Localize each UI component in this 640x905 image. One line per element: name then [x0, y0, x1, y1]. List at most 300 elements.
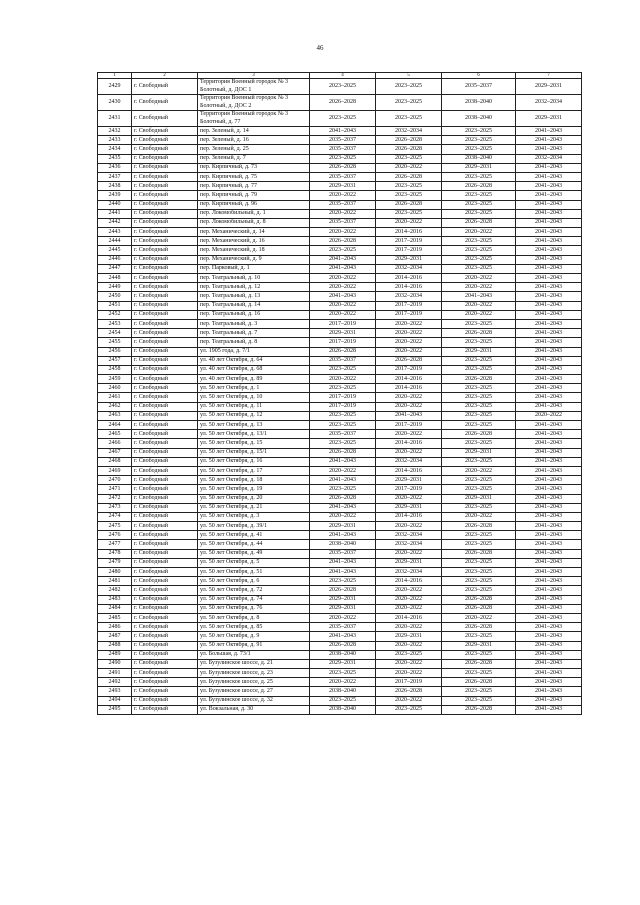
- period-cell: 2035–2037: [310, 430, 376, 439]
- period-cell: 2035–2037: [442, 79, 516, 95]
- period-cell: 2023–2025: [310, 79, 376, 95]
- period-cell: 2041–2043: [516, 595, 582, 604]
- table-row: [98, 540, 582, 549]
- row-number: 2433: [98, 136, 132, 145]
- locality-cell: г. Свободный: [132, 393, 198, 402]
- locality-cell: г. Свободный: [132, 485, 198, 494]
- period-cell: 2041–2043: [516, 218, 582, 227]
- period-cell: 2020–2022: [442, 310, 516, 319]
- locality-cell: г. Свободный: [132, 512, 198, 521]
- period-cell: 2041–2043: [516, 705, 582, 714]
- period-cell: 2020–2022: [310, 375, 376, 384]
- address-cell: ул. Бузулинское шоссе, д. 25: [198, 678, 310, 687]
- period-cell: 2032–2034: [376, 568, 442, 577]
- table-row: [98, 246, 582, 255]
- period-cell: 2020–2022: [310, 678, 376, 687]
- period-cell: 2017–2019: [376, 365, 442, 374]
- row-number: 2476: [98, 531, 132, 540]
- period-cell: 2023–2025: [376, 154, 442, 163]
- table-row: [98, 154, 582, 163]
- row-number: 2441: [98, 209, 132, 218]
- table-body: [98, 73, 582, 715]
- row-number: 2451: [98, 301, 132, 310]
- period-cell: 2020–2022: [310, 613, 376, 622]
- period-cell: 2041–2043: [310, 503, 376, 512]
- locality-cell: г. Свободный: [132, 705, 198, 714]
- period-cell: 2023–2025: [442, 264, 516, 273]
- table-row: [98, 531, 582, 540]
- row-number: 2468: [98, 457, 132, 466]
- period-cell: 2029–2031: [310, 595, 376, 604]
- period-cell: 2041–2043: [516, 182, 582, 191]
- locality-cell: г. Свободный: [132, 448, 198, 457]
- period-cell: 2023–2025: [442, 365, 516, 374]
- period-cell: 2026–2028: [310, 641, 376, 650]
- period-cell: 2041–2043: [516, 338, 582, 347]
- locality-cell: г. Свободный: [132, 127, 198, 136]
- table-row: [98, 163, 582, 172]
- address-cell: ул. 50 лет Октября, д. 8: [198, 613, 310, 622]
- row-number: 2431: [98, 111, 132, 127]
- locality-cell: г. Свободный: [132, 218, 198, 227]
- row-number: 2488: [98, 641, 132, 650]
- locality-cell: г. Свободный: [132, 430, 198, 439]
- locality-cell: г. Свободный: [132, 549, 198, 558]
- locality-cell: г. Свободный: [132, 641, 198, 650]
- table-row: [98, 274, 582, 283]
- period-cell: 2023–2025: [442, 650, 516, 659]
- table-row: [98, 292, 582, 301]
- row-number: 2450: [98, 292, 132, 301]
- row-number: 2443: [98, 228, 132, 237]
- table-row: [98, 264, 582, 273]
- period-cell: 2041–2043: [516, 549, 582, 558]
- table-row: [98, 485, 582, 494]
- row-number: 2430: [98, 95, 132, 111]
- period-cell: 2041–2043: [516, 319, 582, 328]
- locality-cell: г. Свободный: [132, 421, 198, 430]
- table-row: [98, 650, 582, 659]
- period-cell: 2041–2043: [516, 586, 582, 595]
- locality-cell: г. Свободный: [132, 494, 198, 503]
- row-number: 2446: [98, 255, 132, 264]
- period-cell: 2026–2028: [442, 623, 516, 632]
- address-cell: ул. 50 лет Октября, д. 12: [198, 411, 310, 420]
- period-cell: 2023–2025: [310, 384, 376, 393]
- table-row: [98, 696, 582, 705]
- period-cell: 2041–2043: [516, 191, 582, 200]
- row-number: 2463: [98, 411, 132, 420]
- period-cell: 2020–2022: [442, 283, 516, 292]
- period-cell: 2014–2016: [376, 577, 442, 586]
- period-cell: 2023–2025: [442, 457, 516, 466]
- period-cell: 2041–2043: [516, 283, 582, 292]
- period-cell: 2041–2043: [310, 255, 376, 264]
- table-row: [98, 384, 582, 393]
- period-cell: 2029–2031: [376, 503, 442, 512]
- table-row: [98, 283, 582, 292]
- table-row: [98, 237, 582, 246]
- period-cell: 2023–2025: [442, 421, 516, 430]
- period-cell: 2020–2022: [310, 283, 376, 292]
- period-cell: 2023–2025: [442, 586, 516, 595]
- period-cell: 2035–2037: [310, 172, 376, 181]
- period-cell: 2017–2019: [376, 310, 442, 319]
- period-cell: 2017–2019: [376, 246, 442, 255]
- period-cell: 2029–2031: [310, 604, 376, 613]
- period-cell: 2041–2043: [516, 255, 582, 264]
- period-cell: 2026–2028: [442, 604, 516, 613]
- period-cell: 2020–2022: [310, 301, 376, 310]
- period-cell: 2026–2028: [442, 375, 516, 384]
- period-cell: 2029–2031: [310, 659, 376, 668]
- locality-cell: г. Свободный: [132, 319, 198, 328]
- table-row: [98, 310, 582, 319]
- period-cell: 2023–2025: [310, 421, 376, 430]
- period-cell: 2038–2040: [310, 650, 376, 659]
- locality-cell: г. Свободный: [132, 283, 198, 292]
- locality-cell: г. Свободный: [132, 365, 198, 374]
- period-cell: 2020–2022: [310, 228, 376, 237]
- address-cell: ул. 40 лет Октября, д. 64: [198, 356, 310, 365]
- period-cell: 2032–2034: [516, 154, 582, 163]
- table-row: [98, 641, 582, 650]
- period-cell: 2041–2043: [516, 568, 582, 577]
- period-cell: 2041–2043: [442, 292, 516, 301]
- column-number: 3: [198, 73, 310, 79]
- table-row: [98, 604, 582, 613]
- page-number: 46: [316, 44, 324, 52]
- table-row: [98, 457, 582, 466]
- period-cell: 2041–2043: [516, 696, 582, 705]
- period-cell: 2032–2034: [376, 127, 442, 136]
- period-cell: 2023–2025: [442, 191, 516, 200]
- period-cell: 2041–2043: [516, 613, 582, 622]
- period-cell: 2020–2022: [376, 641, 442, 650]
- period-cell: 2041–2043: [516, 650, 582, 659]
- period-cell: 2026–2028: [376, 136, 442, 145]
- period-cell: 2023–2025: [442, 246, 516, 255]
- period-cell: 2023–2025: [310, 246, 376, 255]
- period-cell: 2023–2025: [376, 705, 442, 714]
- period-cell: 2041–2043: [516, 384, 582, 393]
- column-number: 7: [516, 73, 582, 79]
- address-cell: Территория Военный городок № 3 Болотный, д. ДОС 1: [198, 79, 310, 95]
- column-number: 5: [376, 73, 442, 79]
- locality-cell: г. Свободный: [132, 466, 198, 475]
- address-cell: ул. 50 лет Октября, д. 9: [198, 632, 310, 641]
- period-cell: 2041–2043: [516, 659, 582, 668]
- row-number: 2489: [98, 650, 132, 659]
- period-cell: 2020–2022: [442, 512, 516, 521]
- address-cell: Территория Военный городок № 3 Болотный, д. ДОС 2: [198, 95, 310, 111]
- period-cell: 2023–2025: [376, 79, 442, 95]
- locality-cell: г. Свободный: [132, 356, 198, 365]
- period-cell: 2038–2040: [310, 705, 376, 714]
- period-cell: 2020–2022: [442, 613, 516, 622]
- period-cell: 2026–2028: [442, 218, 516, 227]
- period-cell: 2023–2025: [442, 439, 516, 448]
- locality-cell: г. Свободный: [132, 209, 198, 218]
- table-row: [98, 172, 582, 181]
- table-row: [98, 111, 582, 127]
- address-cell: ул. 50 лет Октября, д. 3: [198, 512, 310, 521]
- period-cell: 2026–2028: [442, 595, 516, 604]
- period-cell: 2041–2043: [516, 641, 582, 650]
- row-number: 2434: [98, 145, 132, 154]
- locality-cell: г. Свободный: [132, 191, 198, 200]
- address-cell: пер. Театральный, д. 16: [198, 310, 310, 319]
- period-cell: 2041–2043: [516, 457, 582, 466]
- column-number: 2: [132, 73, 198, 79]
- period-cell: 2023–2025: [442, 136, 516, 145]
- locality-cell: г. Свободный: [132, 237, 198, 246]
- period-cell: 2023–2025: [442, 356, 516, 365]
- table-row: [98, 319, 582, 328]
- period-cell: 2017–2019: [376, 678, 442, 687]
- period-cell: 2023–2025: [310, 365, 376, 374]
- table-row: [98, 430, 582, 439]
- period-cell: 2023–2025: [442, 558, 516, 567]
- address-cell: ул. 50 лет Октября, д. 15/1: [198, 448, 310, 457]
- locality-cell: г. Свободный: [132, 95, 198, 111]
- address-cell: пер. Зеленый, д. 25: [198, 145, 310, 154]
- period-cell: 2023–2025: [442, 485, 516, 494]
- period-cell: 2041–2043: [516, 494, 582, 503]
- table-row: [98, 136, 582, 145]
- period-cell: 2020–2022: [376, 338, 442, 347]
- period-cell: 2032–2034: [376, 264, 442, 273]
- period-cell: 2020–2022: [310, 191, 376, 200]
- locality-cell: г. Свободный: [132, 696, 198, 705]
- period-cell: 2023–2025: [442, 127, 516, 136]
- period-cell: 2020–2022: [310, 466, 376, 475]
- period-cell: 2029–2031: [442, 641, 516, 650]
- table-row: [98, 522, 582, 531]
- address-cell: пер. Кирпичный, д. 75: [198, 172, 310, 181]
- locality-cell: г. Свободный: [132, 111, 198, 127]
- row-number: 2487: [98, 632, 132, 641]
- locality-cell: г. Свободный: [132, 301, 198, 310]
- table-row: [98, 439, 582, 448]
- period-cell: 2023–2025: [310, 154, 376, 163]
- address-cell: пер. Театральный, д. 13: [198, 292, 310, 301]
- period-cell: 2023–2025: [442, 200, 516, 209]
- period-cell: 2020–2022: [442, 466, 516, 475]
- locality-cell: г. Свободный: [132, 623, 198, 632]
- period-cell: 2035–2037: [310, 200, 376, 209]
- table-row: [98, 209, 582, 218]
- address-cell: ул. 50 лет Октября, д. 39/1: [198, 522, 310, 531]
- table-row: [98, 705, 582, 714]
- address-cell: пер. Механический, д. 9: [198, 255, 310, 264]
- row-number: 2475: [98, 522, 132, 531]
- period-cell: 2041–2043: [516, 466, 582, 475]
- period-cell: 2041–2043: [516, 264, 582, 273]
- address-cell: ул. 50 лет Октября, д. 44: [198, 540, 310, 549]
- row-number: 2492: [98, 678, 132, 687]
- row-number: 2432: [98, 127, 132, 136]
- row-number: 2456: [98, 347, 132, 356]
- period-cell: 2041–2043: [516, 365, 582, 374]
- address-cell: ул. 50 лет Октября, д. 11: [198, 402, 310, 411]
- locality-cell: г. Свободный: [132, 384, 198, 393]
- row-number: 2455: [98, 338, 132, 347]
- address-cell: ул. 50 лет Октября, д. 74: [198, 595, 310, 604]
- address-cell: пер. Зеленый, д. 14: [198, 127, 310, 136]
- locality-cell: г. Свободный: [132, 154, 198, 163]
- period-cell: 2026–2028: [376, 356, 442, 365]
- period-cell: 2023–2025: [310, 439, 376, 448]
- period-cell: 2032–2034: [516, 95, 582, 111]
- table-row: [98, 218, 582, 227]
- address-cell: пер. Зеленый, д. 7: [198, 154, 310, 163]
- table-row: [98, 669, 582, 678]
- locality-cell: г. Свободный: [132, 402, 198, 411]
- address-cell: ул. Вокзальная, д. 30: [198, 705, 310, 714]
- period-cell: 2020–2022: [376, 163, 442, 172]
- address-cell: ул. 50 лет Октября, д. 10: [198, 393, 310, 402]
- period-cell: 2026–2028: [442, 182, 516, 191]
- row-number: 2458: [98, 365, 132, 374]
- period-cell: 2026–2028: [442, 705, 516, 714]
- period-cell: 2026–2028: [310, 347, 376, 356]
- period-cell: 2023–2025: [442, 568, 516, 577]
- table-row: [98, 356, 582, 365]
- period-cell: 2017–2019: [310, 338, 376, 347]
- address-cell: пер. Театральный, д. 8: [198, 338, 310, 347]
- period-cell: 2023–2025: [442, 503, 516, 512]
- locality-cell: г. Свободный: [132, 678, 198, 687]
- period-cell: 2035–2037: [310, 356, 376, 365]
- address-cell: ул. Бузулинское шоссе, д. 32: [198, 696, 310, 705]
- address-cell: ул. 50 лет Октября, д. 16: [198, 457, 310, 466]
- locality-cell: г. Свободный: [132, 310, 198, 319]
- period-cell: 2041–2043: [310, 568, 376, 577]
- period-cell: 2041–2043: [516, 430, 582, 439]
- period-cell: 2017–2019: [376, 485, 442, 494]
- period-cell: 2029–2031: [442, 163, 516, 172]
- locality-cell: г. Свободный: [132, 200, 198, 209]
- period-cell: 2038–2040: [442, 154, 516, 163]
- row-number: 2481: [98, 577, 132, 586]
- row-number: 2484: [98, 604, 132, 613]
- period-cell: 2023–2025: [442, 402, 516, 411]
- period-cell: 2041–2043: [310, 292, 376, 301]
- period-cell: 2035–2037: [310, 218, 376, 227]
- table-row: [98, 79, 582, 95]
- table-row: [98, 595, 582, 604]
- table-row: [98, 127, 582, 136]
- period-cell: 2020–2022: [376, 669, 442, 678]
- address-cell: пер. Театральный, д. 12: [198, 283, 310, 292]
- row-number: 2453: [98, 319, 132, 328]
- address-cell: пер. Локомобильный, д. 1: [198, 209, 310, 218]
- period-cell: 2014–2016: [376, 375, 442, 384]
- table-row: [98, 503, 582, 512]
- locality-cell: г. Свободный: [132, 255, 198, 264]
- row-number: 2470: [98, 476, 132, 485]
- table-row: [98, 200, 582, 209]
- locality-cell: г. Свободный: [132, 172, 198, 181]
- period-cell: 2035–2037: [310, 145, 376, 154]
- address-cell: ул. 40 лет Октября, д. 68: [198, 365, 310, 374]
- locality-cell: г. Свободный: [132, 411, 198, 420]
- period-cell: 2017–2019: [310, 402, 376, 411]
- address-cell: ул. 50 лет Октября, д. 18: [198, 476, 310, 485]
- row-number: 2444: [98, 237, 132, 246]
- period-cell: 2020–2022: [376, 586, 442, 595]
- period-cell: 2026–2028: [376, 172, 442, 181]
- period-cell: 2026–2028: [310, 586, 376, 595]
- period-cell: 2020–2022: [376, 347, 442, 356]
- locality-cell: г. Свободный: [132, 522, 198, 531]
- period-cell: 2014–2016: [376, 613, 442, 622]
- table-row: [98, 365, 582, 374]
- row-number: 2436: [98, 163, 132, 172]
- row-number: 2471: [98, 485, 132, 494]
- locality-cell: г. Свободный: [132, 246, 198, 255]
- row-number: 2473: [98, 503, 132, 512]
- row-number: 2461: [98, 393, 132, 402]
- period-cell: 2023–2025: [442, 338, 516, 347]
- period-cell: 2014–2016: [376, 274, 442, 283]
- locality-cell: г. Свободный: [132, 182, 198, 191]
- row-number: 2459: [98, 375, 132, 384]
- address-cell: ул. 50 лет Октября, д. 19: [198, 485, 310, 494]
- period-cell: 2041–2043: [516, 402, 582, 411]
- row-number: 2452: [98, 310, 132, 319]
- period-cell: 2041–2043: [516, 439, 582, 448]
- table-row: [98, 476, 582, 485]
- row-number: 2447: [98, 264, 132, 273]
- table-row: [98, 586, 582, 595]
- locality-cell: г. Свободный: [132, 145, 198, 154]
- period-cell: 2041–2043: [516, 512, 582, 521]
- period-cell: 2020–2022: [442, 228, 516, 237]
- period-cell: 2035–2037: [310, 136, 376, 145]
- locality-cell: г. Свободный: [132, 613, 198, 622]
- period-cell: 2026–2028: [442, 549, 516, 558]
- period-cell: 2038–2040: [310, 540, 376, 549]
- address-cell: ул. Бузулинское шоссе, д. 27: [198, 687, 310, 696]
- row-number: 2449: [98, 283, 132, 292]
- table-row: [98, 421, 582, 430]
- period-cell: 2041–2043: [516, 329, 582, 338]
- locality-cell: г. Свободный: [132, 632, 198, 641]
- period-cell: 2026–2028: [310, 163, 376, 172]
- locality-cell: г. Свободный: [132, 375, 198, 384]
- row-number: 2485: [98, 613, 132, 622]
- period-cell: 2023–2025: [310, 696, 376, 705]
- period-cell: 2023–2025: [376, 111, 442, 127]
- row-number: 2467: [98, 448, 132, 457]
- table-row: [98, 558, 582, 567]
- period-cell: 2041–2043: [310, 531, 376, 540]
- locality-cell: г. Свободный: [132, 338, 198, 347]
- period-cell: 2026–2028: [376, 200, 442, 209]
- period-cell: 2023–2025: [442, 319, 516, 328]
- locality-cell: г. Свободный: [132, 329, 198, 338]
- row-number: 2495: [98, 705, 132, 714]
- period-cell: 2026–2028: [376, 687, 442, 696]
- period-cell: 2023–2025: [310, 577, 376, 586]
- period-cell: 2041–2043: [376, 411, 442, 420]
- address-cell: ул. 50 лет Октября, д. 85: [198, 623, 310, 632]
- period-cell: 2023–2025: [442, 172, 516, 181]
- period-cell: 2020–2022: [376, 696, 442, 705]
- table-row: [98, 191, 582, 200]
